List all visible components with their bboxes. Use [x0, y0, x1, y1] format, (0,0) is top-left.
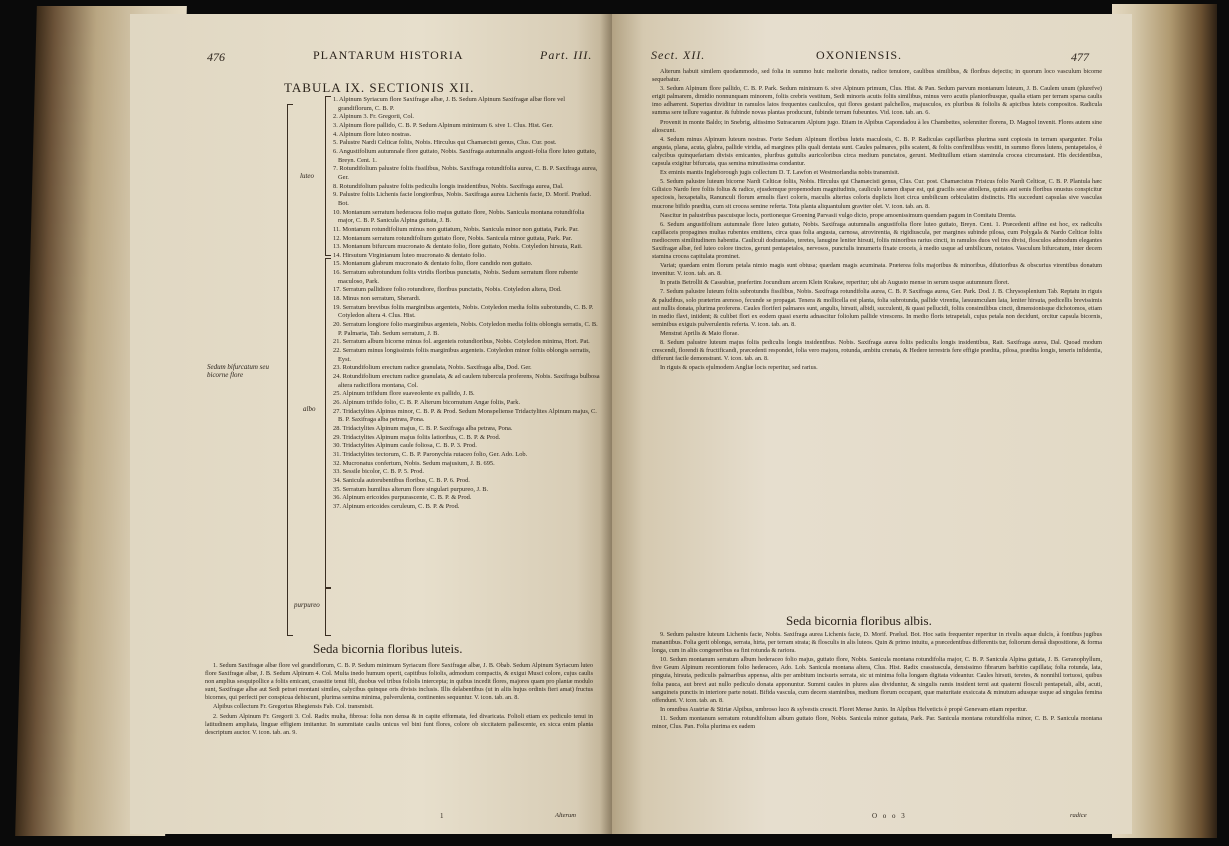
table-entry: 18. Minus non serratum, Sherardi.: [333, 295, 421, 303]
table-entry: 23. Rotundifolium erectum radice granulata, Nobis. Saxifraga alba, Dod. Ger.: [333, 364, 532, 372]
table-entry: 10. Montanum serratum hederacea folio majus guttato flore, Nobis. Sanicula montana rotundifolia major, C. B. P. Sanicula Alpina guttata, J. B.: [333, 208, 585, 225]
section-heading-left: Seda bicornia floribus luteis.: [313, 641, 463, 656]
paragraph: 1. Sedum Saxifragæ albæ flore vel grandiflorum, C. B. P. Sedum minimum Syriacum flore Saxifragæ albæ, J. B. Obab. Sedum Alpinum Syriacum luteo flore Saxifragæ albæ, J. B. Sedum Alpinum 4. Col. Multa inedo humum operit, capitibus foliolis, admodum compactis, & exigui Musci colore, cujus caulis non amplius sesquipollice a foliis emicant, crassitie tenui fili, duobus vel tribus foliolis intercepta; in quibus incedit flores, majores quam pro plantæ modulo sunt, Saxifragæ albæ aut Sedi petræi montani similes, calycibus quinque oris divisis inclusis. Illis delabentibus (ut in aliis hujus ordinis fieri amat) fructus bicornes, qui perfecti per conspicua dehiscunt, plurima semina minima, pulverulenta, continentes sequuntur. V. icon. tab. an. 8.: [205, 662, 593, 702]
brace-albo: [325, 258, 331, 588]
table-entry: 31. Tridactylites tectorum, C. B. P. Paronychia rutaceo folio, Ger. Ado. Lob.: [333, 450, 528, 458]
table-entry: 24. Rotundifolium erectum radice granulata, & ad caulem tubercula proferens, Nobis. Saxifraga bulbosa altera radiciflora montana, Col.: [333, 373, 600, 389]
sect-label: Sect. XII.: [651, 48, 706, 62]
table-entry: 29. Tridactylites Alpinum majus foliis latioribus, C. B. P. & Prod.: [333, 433, 501, 441]
table-entry: 32. Mucronatus confertum, Nobis. Sedum majusium, J. B. 695.: [333, 459, 495, 467]
table-entry: 25. Alpinum trifidum flore suaveolente ex pallido, J. B.: [333, 390, 475, 398]
table-entry: 12. Montanum serratum rotundifolium guttato flore, Nobis. Sanicula minor guttata, Park. Par.: [333, 234, 573, 242]
table-entry: 21. Serratum album bicorne minus fol. argenteis rotundioribus, Nobis. Cotyledon minima, Hort. Pat.: [333, 338, 590, 346]
part-label: Part. III.: [540, 48, 593, 62]
paragraph: Provenit in monte Baldo; in Snebrig, altissimo Sutracarum Alpium jugo. Etiam in Alpibus Capondadou à les Chambettes, solenniter florens, D. Magnol invenit. Flores autem sine alioscunt.: [652, 118, 1102, 134]
table-entries: [333, 96, 601, 512]
paragraph: Menstrat Aprilis & Maio florae.: [660, 329, 739, 337]
running-head-left: PLANTARUM HISTORIA: [313, 48, 464, 62]
left-prose: [205, 662, 593, 738]
group-label-purpureo: purpureo: [294, 601, 320, 609]
group-label-luteo: luteo: [300, 172, 314, 180]
catchword-right: radice: [1070, 812, 1087, 819]
table-entry: 34. Sanicula autorubentibus floribus, C. B. P. 6. Prod.: [333, 476, 470, 484]
paragraph: 2. Sedum Alpinum Fr. Gregorii 3. Col. Radix multa, fibrosa: folia non densa & in capite effœmata, fed divaricata. Folioli etiam ex pediculo tenui in latitudinem ampliata, linguæ effigiem imitantur. In summitate caulis unicus vel bini funt flores, colore ob siccitatem pallescente, ex sicca enim planta descriptum auctor. V. icon. tab. an. 9.: [205, 712, 593, 736]
group-label-albo: albo: [303, 405, 316, 413]
paragraph: 6. Sedum angustifolium autumnale flore luteo guttato, Nobis. Saxifraga autumnalis angustifolia flore luteo guttato, Breyn. Cent. 1. Præcedenti affine est hoc, ex radiculis capillaceis propagines multas rubentes emittens, circa quas folia angusta, carnosa, atrovirentia, & rigidiuscula, per margines subinde pilosa, cum Polygala & Nardo Celticæ foliis mediocrem similitudinem habentia. Cauliculi dodrantales, teretes, lanugine leniter hirsuti, foliis minoribus rarius cincti, in ramulos duos vel tres divisi, flosculos admodum elegantes Saxifragæ albæ, fed luteo colore tinctos, gerunt pentapetalos, nervosos, punctulis innumeris fixate croceis, à medio usque ad umbilicum, notatos. Vasculum bifurcatum, inter decem stamina crocea capitulata prominet.: [652, 220, 1102, 261]
table-entry: 1. Alpinum Syriacum flore Saxifragæ albæ, J. B. Sedum Alpinum Saxifragæ albæ flore vel grandiflorum, C. B. P.: [333, 96, 565, 112]
paragraph: In riguis & opacis ejulmodem Angliæ locis reperitur, sed rarius.: [660, 364, 818, 372]
table-entry: 6. Angustifolium autumnale flore guttato, Nobis. Saxifraga autumnalis angusti-folia flore luteo guttato, Breyn. Cent. 1.: [333, 147, 597, 164]
table-entry: 19. Serratum brevibus foliis marginibus argenteis, Nobis. Cotyledon media foliis subrotundis, C. B. P. Cotyledon altera 4. Clus. Hist.: [333, 303, 594, 320]
table-entry: 3. Alpinum flore pallido, C. B. P. Sedum Alpinum minimum 6. sive 1. Clus. Hist. Ger.: [333, 121, 553, 129]
right-prose-bottom: [652, 631, 1102, 732]
paragraph: In omnibus Austriæ & Stiriæ Alpibus, umbroso luco & sylvestis crescit. Floret Mense Junio. In Alpibus Helveticis è propè Genevam etiam reperitur.: [660, 705, 1028, 713]
table-title: TABULA IX. SECTIONIS XII.: [284, 80, 475, 95]
paragraph: In pratis Betrollii & Cassubiæ, præfertim Jocundium arcem Klein Krakaw, reperitur; ubi ab Augusto mense in serum usque autumnum floret.: [660, 279, 1010, 287]
table-entry: 27. Tridactylites Alpinus minor, C. B. P. & Prod. Sedum Monspeliense Tridactylites Alpinum majus, C. B. P. Saxifraga alba petræa, Pona.: [333, 407, 597, 424]
paragraph: 11. Sedum montanum serratum rotundifolium album guttato flore, Nobis. Sanicula minor guttata, Park. Par. Sanicula montana rotundifolia minor, C. B. P. Sanicula montana minor, Clus. Pan. Folia plurima ex eadem: [652, 714, 1102, 731]
table-entry: 33. Sessile bicolor, C. B. P. 5. Prod.: [333, 468, 424, 476]
signature-left: 1: [440, 812, 446, 820]
table-entry: 26. Alpinum trifido folio, C. B. P. Alterum bicornutum Angæ foliis, Park.: [333, 398, 521, 406]
signature-right: O o o 3: [872, 812, 907, 820]
table-entry: 30. Tridactylites Alpinum caule foliosa, C. B. P. 3. Prod.: [333, 442, 477, 450]
brace-luteo: [325, 96, 331, 256]
paragraph: Alterum habuit similem quodammodo, sed folia in summo huic meliorie donatis, radice tenuiore, caulibus similibus, & floribus dejectis; in quorum loco vasculum bicorne sequebatur.: [652, 68, 1102, 84]
paragraph: Ex eminis mantis Ingleborough jugis collectum D. T. Lawfon et Westmorlandia nobis transmisit.: [660, 169, 900, 177]
paragraph: 9. Sedum palustre luteum Lichenis facie, Nobis. Saxifraga aurea Lichenis facie, D. Morif. Prælud. Bot. Hoc satis frequenter reperitur in rivulis aquæ dulcis, à fontibus jugibus manantibus. Folia gerit oblonga, serrata, hirta, per terram strata; & flosculis in alis luteos. Quin & primo intuitu, a præcedentibus differentis tur, foliorum densâ dispositione, & forma longa, cum in aliis congeneribus ea fint rotunda & rariora.: [652, 631, 1102, 655]
table-entry: 4. Alpinum flore luteo nostras.: [333, 130, 412, 138]
table-entry: 15. Montanum glabrum mucronato & dentato folio, flore candido non guttato.: [333, 260, 533, 268]
paragraph: 5. Sedum palustre luteum bicorne Nardi Celticæ foliis, Nobis. Hirculus qui Chamæcisti genus, Clus. Cur. post. Chamæcistus Frisicus folio Nardi Celticæ, C. B. P. Plantula hæc Gilisico Nardo fere foliis folius & radice, ejusdemque propemodum magnitudinis, cauliculo tamen dispar est, qui gracilis sese attollens, quinis aut senis floribus onustus conspicitur speciosis, hexapetalis, Ranunculi florum æmulis flavi coloris, maculis alterius coloris duplicis licet circa umbilicum orbiculatim distinctis. His succedunt capsulas sive vasculas mucrone bifido prædita, cum sit crocea semine referta. Tota planta aliquantulum graviter olet. V. icon. tab. an. 8.: [652, 178, 1102, 210]
table-entry: 28. Tridactylites Alpinum majus, C. B. P. Saxifraga alba petræa, Pona.: [333, 424, 513, 432]
table-entry: 16. Serratum subrotundum foliis viridis floribus punctatis, Nobis. Sedum serratum flore rubente maculoso, Park.: [333, 269, 578, 285]
right-prose-top: [652, 68, 1102, 373]
paragraph: 10. Sedum montanum serratum album hederaceo folio majus, guttato flore, Nobis. Sanicula montana rotundifolia major, C. B. P. Sanicula Alpina guttata, J. B. Geranophyllum, five Geum Alpinum recentiorum folio hederaceo, Ado. Lob. Sanicula montana altera, Clus. Hist. Radix crassiuscula, densissimo fibrarum barbitio capillata; folia rotunda, lata, pinguia, hirsuta, pediculis palmaribus appensa, altis per ambitum incisuris serrata, sic ut minima folia longam digitata videantur. Caules hirsuti, teretes, & nonnihil tortuosi, quibus folia pauca, aut brevi aut nullo pediculo donata apponuntur. Summi caules in plures alas dividuntur, & singulis ramis insident terni aut quaterni flosculi pentapetali, albi, acuti, sanguineis punctis in interiore parte notati. Bifida vascula, cum decem staminibus, medium florum occupant, quæ maturitate exsiccata & minutum adusque usque ad singulas femina offendunt. V. icon. tab. an. 8.: [652, 656, 1102, 704]
paragraph: Nascitur in palustribus pascuisque locis, portioneque Groening Parvasii vulgo dicto, prope amoenissimum quendam pagum in Comitatu Drenta.: [660, 211, 1017, 219]
table-entry: 7. Rotundifolium palustre foliis fissilibus, Nobis. Saxifraga rotundifolia aurea, C. B. P. Saxifraga aurea, Ger.: [333, 165, 598, 181]
paragraph: 4. Sedum minus Alpinum luteum nostras. Forte Sedum Alpinum floribus luteis maculosis, C. B. P. Radiculas capillaribus plurima sunt copiosis in terram spargunter. Folia angusta, plana, acuta, glabra, pallide viridia, ad margines pilis quali dentata sunt. Caules palmares, pilis scatent, & foliis confimilibus vestiti, in summo flores lutens, pentapetalos, è calycibus quinquefariam divisis emicantes, pluribus guttulis auricoloribus circa medium punctatos, gerunt. Medituillum etiam staminula crocea circumstant. His decidentibus, capsula exigitur bifurcata, qua semina minutissima condantur.: [652, 135, 1102, 168]
table-entry: 5. Palustre Nardi Celticæ foliis, Nobis. Hirculus qui Chamæcisti genus, Clus. Cur. post.: [333, 139, 557, 147]
table-entry: 22. Serratum minus longissimis foliis marginibus argenteis. Cotyledon minor foliis oblongis serratis, Eyst.: [333, 347, 591, 363]
table-entry: 36. Alpinum ericoides purpurascente, C. B. P. & Prod.: [333, 494, 472, 502]
outer-brace: [287, 104, 293, 636]
table-entry: 8. Rotundifolium palustre foliis pediculis longis insidentibus, Nobis. Saxifraga aurea, Dal.: [333, 182, 564, 190]
section-heading-right: Seda bicornia floribus albis.: [786, 613, 932, 628]
table-entry: 2. Alpinum 3. Fr. Gregorii, Col.: [333, 113, 414, 121]
running-head-right: OXONIENSIS.: [816, 48, 902, 62]
catchword-left: Alterum: [555, 812, 576, 819]
paragraph: 3. Sedum Alpinum flore pallido, C. B. P. Park. Sedum minimum 6. sive Alpinum primum, Clus. Hist. & Pan. Sedum parvum montanum luteum, J. B. Caulem unum (plurefve) erigit palmarem, dimidio nonnunquam minorem, foliis crebris vestitum, Sedi minoris acutis foliis similibus, minus vero acutis planioribusque, qualia etiam per terram sparsa caulis imo adhærent. Superius dividitur in ramulos latos frequentes cauliculos, qui flores gestant palchellos, majusculos, ex pluribus & foliolis & apicibus luteis compositos. Radicula summa sere tellure vagantur. & fubinde novas plantas producunt, fubinde terram fubeuntes. Vid. icon. tab. an. 6.: [652, 85, 1102, 117]
paragraph: 8. Sedum palustre luteum majus foliis pediculis longis insidentibus. Nobis. Saxifraga aurea foliis pediculis longis insidentibus, Rait. Saxifraga aurea, Dal. Quoad modum crescendi, florendi & fructificandi, præcedenti respondet, folia vero majora, rotunda, ambitu crenata, & Hedere terrestris fere effigie prædita, pilosa, prædita longis, teneris infidentia, differunt facile demonstrant. V. icon. tab. an. 8.: [652, 339, 1102, 363]
side-note: Sedum bifurcatum seu bicorne flore: [207, 363, 269, 379]
table-entry: 14. Hirsutum Virginianum luteo mucronato & dentato folio.: [333, 251, 486, 259]
table-entry: 13. Montanum bifurcum mucronato & dentato folio, flore guttato, Nobis. Cotyledon hirsuta, Raii.: [333, 243, 583, 251]
page-number-left: 476: [207, 50, 225, 64]
table-entry: 35. Serratum humilius alterum flore singulari purpureo, J. B.: [333, 485, 489, 493]
page-number-right: 477: [1071, 50, 1089, 64]
table-entry: 9. Palustre foliis Lichenis facie longioribus, Nobis. Saxifraga aurea Lichenis facie, D. Morif. Prælud. Bot.: [333, 191, 592, 207]
paragraph: Variat; quædam enim florum petala nimio magis sunt obtusa; quædam magis acuminata. Præterea folis majoribus & minoribus, dilutioribus & obscurius virentibus donatum invenitur. V. icon. tab. an. 8.: [652, 262, 1102, 278]
table-entry: 20. Serratum longiore folio marginibus argenteis, Nobis. Cotyledon media foliis oblongis serratis, C. B. P. Palmaria, Tab. Sedum serratum, J. B.: [333, 321, 598, 337]
table-entry: 11. Montanum rotundifolium minus non guttatum, Nobis. Sanicula minor non guttata, Park. Par.: [333, 225, 579, 233]
brace-purpureo: [325, 588, 331, 636]
table-entry: 37. Alpinum ericoides ceruleum, C. B. P. & Prod.: [333, 502, 460, 510]
paragraph: Alpibus collectum Fr. Gregorius Rhegiensis Fab. Col. transmisit.: [213, 703, 374, 711]
table-entry: 17. Serratum pallidiore folio rotundiore, floribus punctatis, Nobis. Cotyledon altera, Dod.: [333, 286, 562, 294]
paragraph: 7. Sedum palustre luteum foliis subrotundis fissilibus, Nobis. Saxifraga rotundifolia aurea, C. B. P. Saxifraga aurea, Ger. Park. Dod. J. B. Chrysosplenium Tab. Reptatu in riguis & paludibus, solo præterim arenoso, fecunde se propagat. Tenera & mollicella est planta, folia subrotunda, pallide virentia, læsuumculam lata, leniter hirsuta, pedicellis brevissimis aut nullis donata, plurima proferens. Caules floriferi palmares sunt, angulis, hirsuti, albidi, succulenti, & quasi pellucidi, foliis consimilibus cincti, dimensionisque dichotomos, etiam in medio flavi, iniident; & culibet flori ex eodem quasi exertu adnascitur foliolum pallide virescens. In medio floris tetrapetali, cujus petala non decidunt, orcitur capsula bicornis, seminibus exiguis pulverulentis referta. V. icon. tab. an. 8.: [652, 288, 1102, 328]
